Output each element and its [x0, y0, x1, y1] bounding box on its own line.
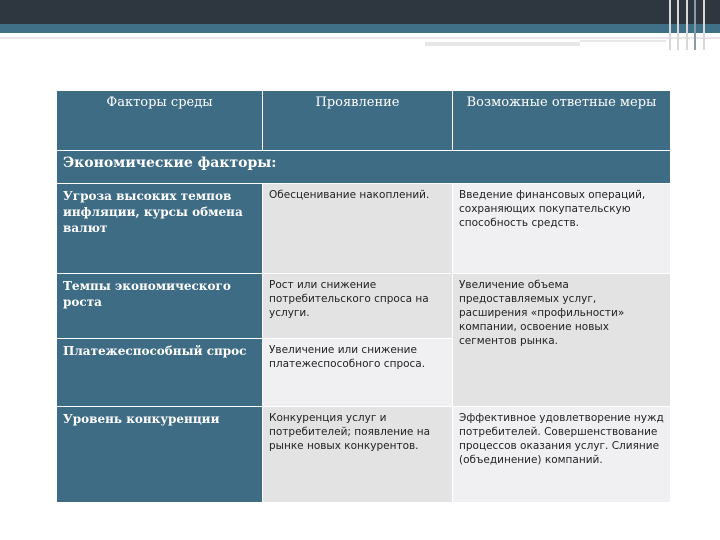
manifestation-cell: Конкуренция услуг и потребителей; появление на рынке новых конкурентов. — [263, 407, 453, 503]
factor-cell: Уровень конкуренции — [57, 407, 263, 503]
factors-table — [56, 90, 671, 503]
table-row — [57, 407, 671, 503]
section-economic: Экономические факторы: — [57, 151, 671, 184]
factor-cell: Темпы экономического роста — [57, 274, 263, 339]
response-cell: Увеличение объема предоставляемых услуг, расширения «профильности» компании, освоение новых сегментов рынка. — [453, 274, 671, 407]
deco-vline — [677, 0, 679, 50]
deco-line — [0, 37, 720, 39]
section-row — [57, 151, 671, 184]
header-row — [57, 91, 671, 151]
manifestation-cell: Обесценивание накоплений. — [263, 184, 453, 274]
manifestation-cell: Рост или снижение потребительского спроса на услуги. — [263, 274, 453, 339]
deco-vline — [669, 0, 671, 50]
header-manifestation: Проявление — [263, 91, 453, 151]
title-bar-accent — [0, 24, 720, 33]
manifestation-cell: Увеличение или снижение платежеспособного спроса. — [263, 339, 453, 407]
factor-cell: Угроза высоких темпов инфляции, курсы обмена валют — [57, 184, 263, 274]
factor-cell: Платежеспособный спрос — [57, 339, 263, 407]
response-cell: Введение финансовых операций, сохраняющих покупательскую способность средств. — [453, 184, 671, 274]
header-response: Возможные ответные меры — [453, 91, 671, 151]
header-factors: Факторы среды — [57, 91, 263, 151]
title-bar-dark — [0, 0, 720, 24]
deco-line — [580, 40, 666, 42]
table-row — [57, 184, 671, 274]
deco-vline — [694, 0, 696, 50]
deco-vline — [703, 0, 705, 50]
table-row — [57, 274, 671, 339]
deco-vline — [686, 0, 688, 50]
deco-line — [425, 42, 580, 46]
response-cell: Эффективное удовлетворение нужд потребителей. Совершенствование процессов оказания услуг. Слияние (объединение) компаний. — [453, 407, 671, 503]
